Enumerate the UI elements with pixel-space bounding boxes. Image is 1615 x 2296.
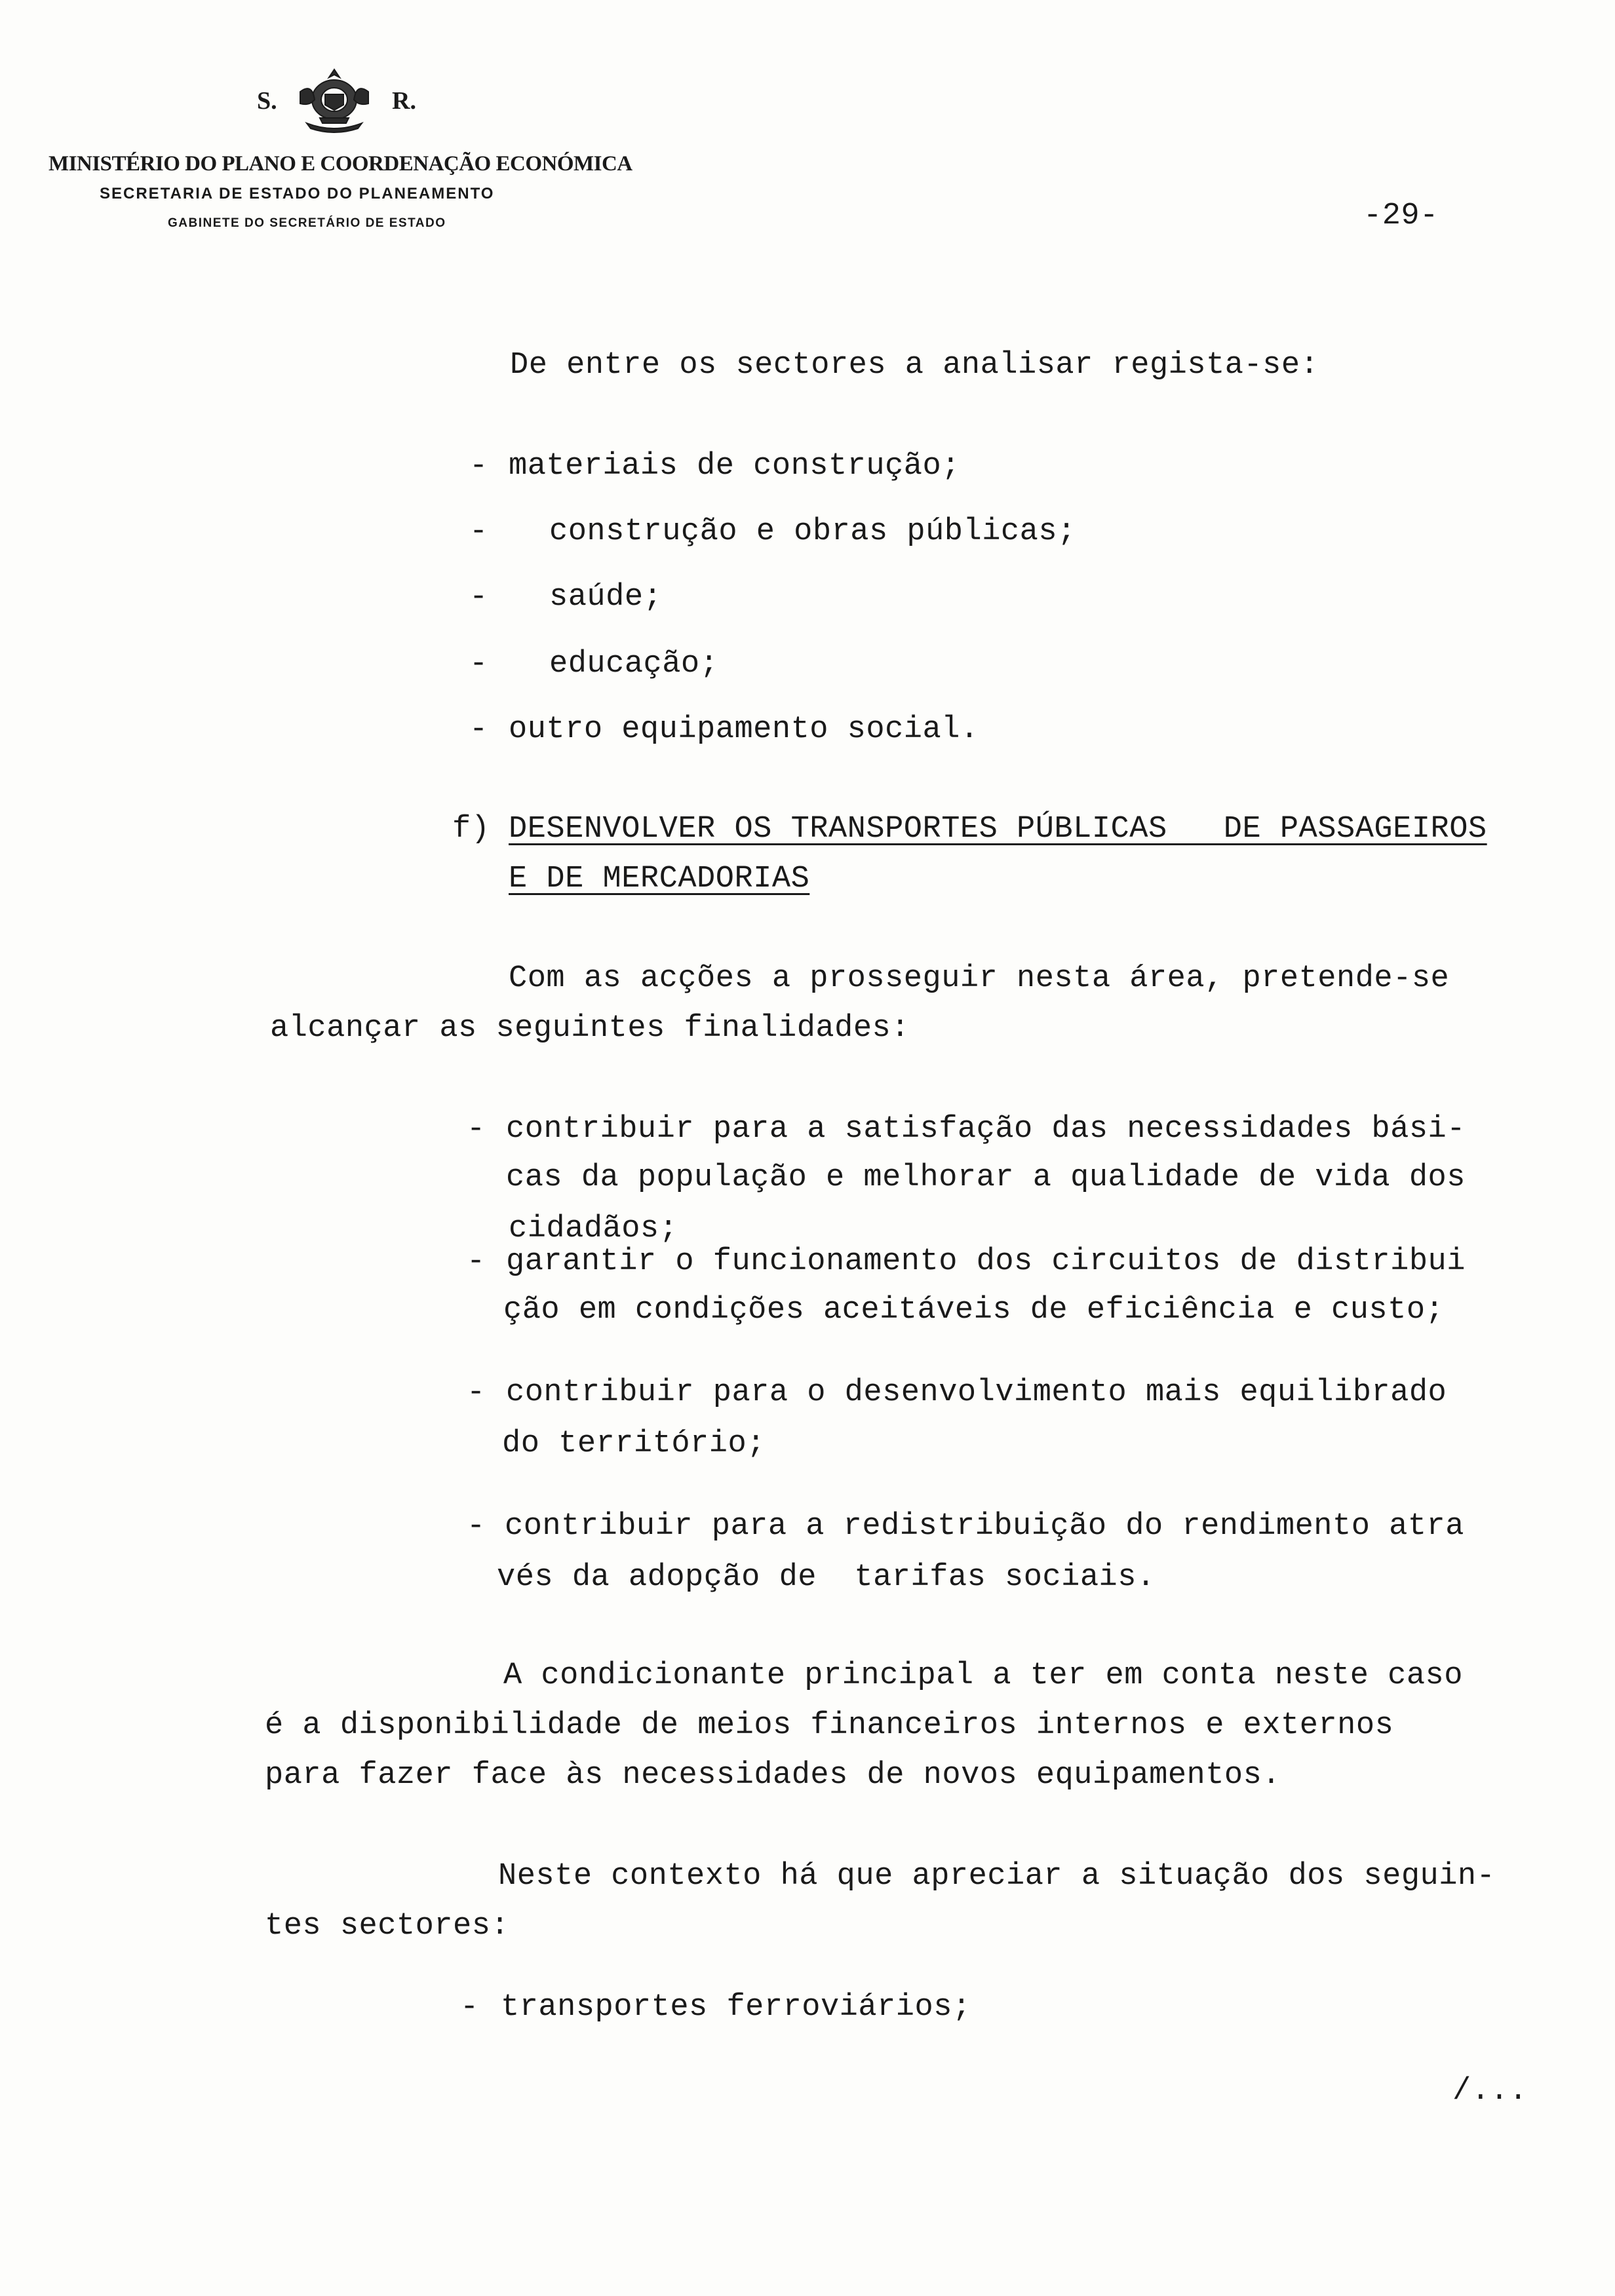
list-item-text: saúde; (549, 580, 663, 615)
paragraph-line: alcançar as seguintes finalidades: (270, 1011, 910, 1046)
list-item-line: contribuir para a redistribuição do rendimento atra (505, 1509, 1464, 1544)
paragraph-line: tes sectores: (265, 1909, 510, 1943)
list-dash: - (467, 1375, 486, 1410)
intro-line: De entre os sectores a analisar regista-se: (510, 348, 1319, 383)
list-dash: - (467, 1112, 486, 1147)
paragraph-line: Com as acções a prosseguir nesta área, pretende-se (509, 961, 1450, 996)
page-number: -29- (1363, 199, 1439, 233)
paragraph-line: para fazer face às necessidades de novos equipamentos. (265, 1758, 1281, 1793)
list-item-line: cas da população e melhorar a qualidade de vida dos (506, 1160, 1466, 1195)
list-dash: - (460, 1990, 479, 2025)
letterhead-initial-r: R. (392, 87, 416, 115)
continuation-mark: /... (1452, 2074, 1528, 2109)
list-item-line: contribuir para a satisfação das necessidades bási- (506, 1112, 1466, 1147)
paragraph-line: Neste contexto há que apreciar a situação dos seguin- (498, 1859, 1496, 1894)
list-item-line: garantir o funcionamento dos circuitos de distribui (506, 1244, 1466, 1279)
list-dash: - (467, 1509, 486, 1544)
section-title-line-2: E DE MERCADORIAS (509, 862, 810, 896)
list-item-text: educação; (549, 647, 719, 681)
section-title-line-1: DESENVOLVER OS TRANSPORTES PÚBLICAS DE PASSAGEIROS (509, 812, 1487, 847)
ministry-name: MINISTÉRIO DO PLANO E COORDENAÇÃO ECONÓMICA (49, 152, 632, 176)
list-dash: - (469, 712, 488, 747)
list-dash: - (469, 580, 488, 615)
list-item-text: transportes ferroviários; (501, 1990, 971, 2025)
cabinet-name: GABINETE DO SECRETÁRIO DE ESTADO (168, 216, 446, 230)
list-item-text: outro equipamento social. (509, 712, 979, 747)
list-item-text: materiais de construção; (509, 449, 960, 484)
list-item-line: vés da adopção de tarifas sociais. (497, 1560, 1156, 1595)
paragraph-line: A condicionante principal a ter em conta neste caso (503, 1658, 1463, 1693)
list-dash: - (469, 449, 488, 484)
section-marker: f) (452, 812, 490, 847)
paragraph-line: é a disponibilidade de meios financeiros internos e externos (265, 1708, 1394, 1743)
list-item-line: ção em condições aceitáveis de eficiência e custo; (503, 1293, 1445, 1328)
letterhead-initial-s: S. (257, 87, 277, 115)
list-item-line: cidadãos; (509, 1212, 678, 1246)
list-dash: - (469, 647, 488, 681)
list-item-line: contribuir para o desenvolvimento mais equilibrado (506, 1375, 1447, 1410)
list-item-text: construção e obras públicas; (549, 514, 1076, 549)
list-dash: - (467, 1244, 486, 1279)
coat-of-arms-emblem (294, 66, 375, 136)
list-dash: - (469, 514, 488, 549)
list-item-line: do território; (502, 1426, 766, 1461)
secretariat-name: SECRETARIA DE ESTADO DO PLANEAMENTO (100, 185, 495, 202)
